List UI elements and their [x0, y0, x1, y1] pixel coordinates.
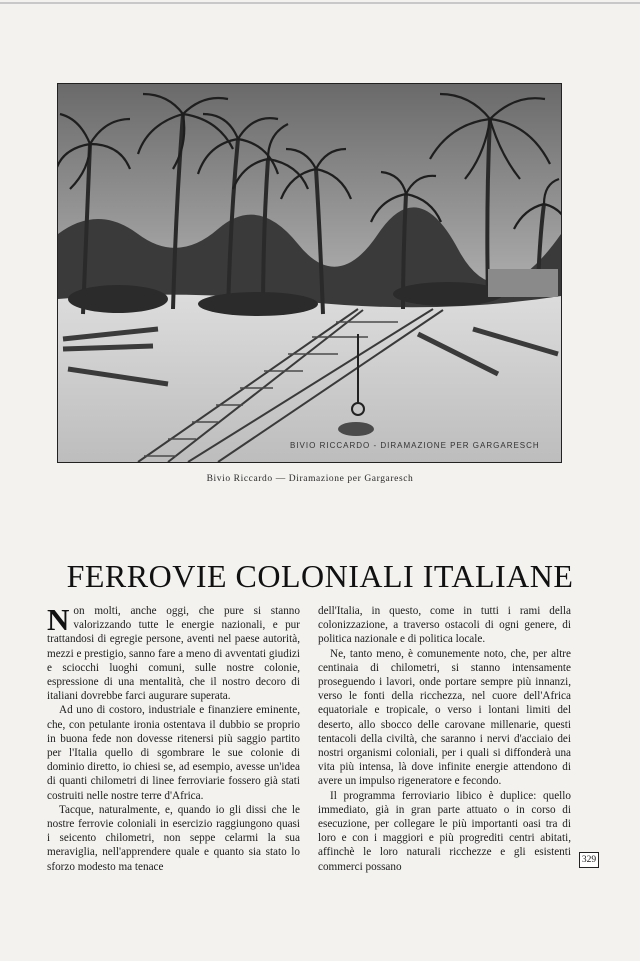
- drop-cap: N: [47, 602, 70, 637]
- article-column-left: [47, 604, 300, 874]
- photo-illustration: [58, 84, 561, 462]
- paragraph-2: Ad uno di costoro, industriale e finanziere eminente, che, con petulante ironia ostentava il dubbio se proprio in buona fede non dovesse ritenersi più saggio partito per l'Italia quello di sgombrare le sue colonie di dominio diretto, io chiesi se, ad esempio, avesse un'idea di quanti chilometri di linee ferroviarie fossero già stati costruiti nelle nostre terre d'Africa.: [47, 704, 300, 802]
- paragraph-3: Tacque, naturalmente, e, quando io gli dissi che le nostre ferrovie coloniali in esercizio raggiungono quasi i seicento chilometri, non seppe celarmi la sua meraviglia, nell'apprendere quale e quanto sia stato lo sforzo modesto ma tenace: [47, 803, 300, 873]
- photo-railway-junction: [57, 83, 562, 463]
- paragraph-5: Ne, tanto meno, è comunemente noto, che, per altre centinaia di chilometri, si stanno intensamente proseguendo i lavori, onde portare sempre più innanzi, verso le fonti della ricchezza, nel cuore dell'Africa equatoriale e tropicale, o verso i lontani limiti del deserto, allo sbocco delle carovane millenarie, questi tentacoli della civiltà, che saranno i nervi d'acciaio dei nostri organismi coloniali, per i quali si diffonderà una vita più intensa, là dove infinite energie attendono di avere un impulso rigeneratore e fecondo.: [318, 647, 571, 788]
- paragraph-1: Non molti, anche oggi, che pure si stanno valorizzando tutte le energie nazionali, e pur trattandosi di egregie persone, aventi nel paese autorità, mezzi e prestigio, sanno fare a meno di avventati giudizi e sciocchi luoghi comuni, sulle nostre colonie, espressione di una mentalità, che il nostro decoro di italiani dovrebbe farci augurare superata.: [47, 602, 300, 703]
- photo-inscription: BIVIO RICCARDO - DIRAMAZIONE PER GARGARESCH: [290, 441, 540, 450]
- top-rule: [0, 2, 640, 4]
- article-title: FERROVIE COLONIALI ITALIANE: [66, 558, 574, 595]
- paragraph-4: dell'Italia, in questo, come in tutti i rami della colonizzazione, a traverso ostacoli di ogni genere, di politica nazionale e di politica locale.: [318, 605, 571, 646]
- photo-caption: Bivio Riccardo — Diramazione per Gargaresch: [206, 474, 414, 484]
- article-column-right: [318, 604, 571, 874]
- paragraph-6: Il programma ferroviario libico è duplice: quello immediato, già in gran parte attuato o in corso di esecuzione, per collegare le più importanti oasi tra di loro e con i maggiori e più progrediti centri abitati, affinchè le loro naturali ricchezze e gli esistenti commerci possano: [318, 789, 571, 873]
- page-number: 329: [579, 852, 599, 868]
